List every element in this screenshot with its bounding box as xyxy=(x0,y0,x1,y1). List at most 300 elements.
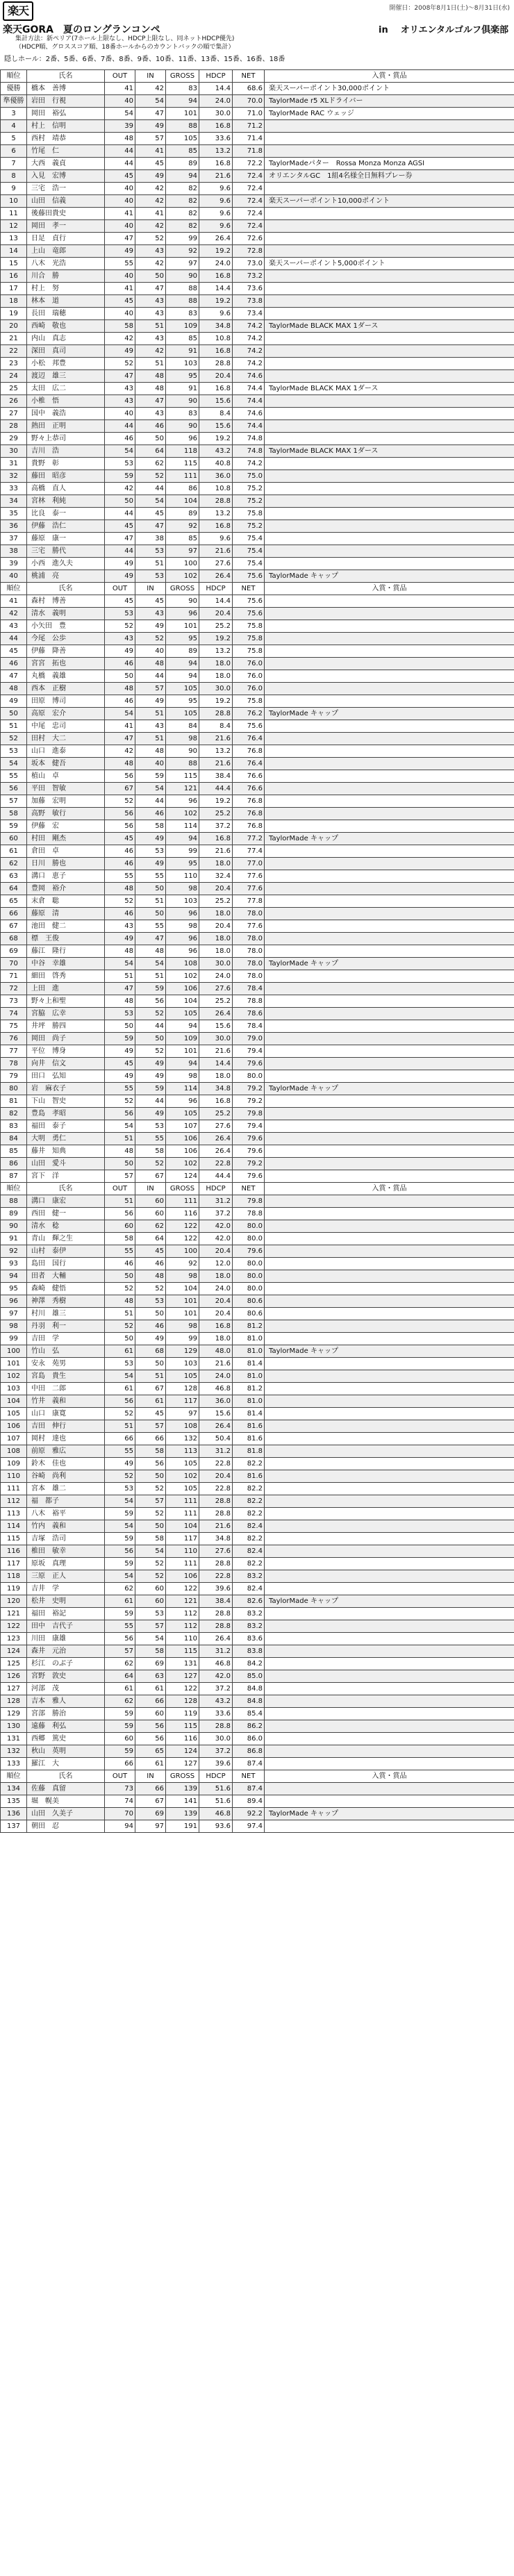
gross-score-cell: 100 xyxy=(166,1245,199,1258)
table-row xyxy=(1,1045,514,1058)
out-score-cell: 52 xyxy=(105,1283,135,1295)
net-score-cell: 77.6 xyxy=(233,920,265,933)
in-score-cell: 58 xyxy=(135,820,166,833)
out-score-cell: 50 xyxy=(105,1270,135,1283)
prize-cell xyxy=(265,1583,514,1595)
net-score-cell: 79.6 xyxy=(233,1058,265,1070)
rank-cell: 72 xyxy=(1,983,27,995)
player-name-cell: 福田 泰子 xyxy=(27,1120,105,1133)
gross-score-cell: 98 xyxy=(166,1320,199,1333)
gross-score-cell: 90 xyxy=(166,270,199,283)
section-header-cell: 入賞・賞品 xyxy=(265,1183,514,1195)
table-row xyxy=(1,483,514,495)
player-name-cell: 藤江 隆行 xyxy=(27,945,105,958)
out-score-cell: 49 xyxy=(105,1458,135,1470)
net-score-cell: 73.0 xyxy=(233,258,265,270)
prize-cell: TaylorMade キャップ xyxy=(265,833,514,845)
player-name-cell: 伊藤 宏 xyxy=(27,820,105,833)
table-section-header-row xyxy=(1,1770,514,1783)
in-score-cell: 50 xyxy=(135,1358,166,1370)
player-name-cell: 太田 広二 xyxy=(27,383,105,395)
out-score-cell: 56 xyxy=(105,1208,135,1220)
rank-cell: 26 xyxy=(1,395,27,408)
net-score-cell: 80.6 xyxy=(233,1308,265,1320)
net-score-cell: 84.8 xyxy=(233,1683,265,1695)
player-name-cell: 田口 弘知 xyxy=(27,1070,105,1083)
net-score-cell: 76.0 xyxy=(233,658,265,670)
table-row xyxy=(1,1645,514,1658)
net-score-cell: 71.4 xyxy=(233,133,265,145)
hdcp-value-cell: 25.2 xyxy=(199,620,233,633)
gross-score-cell: 117 xyxy=(166,1395,199,1408)
rank-cell: 51 xyxy=(1,720,27,733)
section-header-cell: IN xyxy=(135,1770,166,1783)
prize-cell xyxy=(265,1008,514,1020)
hdcp-value-cell: 38.4 xyxy=(199,770,233,783)
section-header-cell: OUT xyxy=(105,583,135,595)
net-score-cell: 81.6 xyxy=(233,1420,265,1433)
out-score-cell: 54 xyxy=(105,708,135,720)
hdcp-value-cell: 43.2 xyxy=(199,445,233,458)
hdcp-value-cell: 19.2 xyxy=(199,433,233,445)
rank-cell: 53 xyxy=(1,745,27,758)
rank-cell: 123 xyxy=(1,1633,27,1645)
in-score-cell: 43 xyxy=(135,245,166,258)
hdcp-value-cell: 46.8 xyxy=(199,1383,233,1395)
out-score-cell: 41 xyxy=(105,208,135,220)
gross-score-cell: 139 xyxy=(166,1808,199,1820)
gross-score-cell: 95 xyxy=(166,695,199,708)
player-name-cell: 上山 竜郎 xyxy=(27,245,105,258)
hdcp-value-cell: 10.8 xyxy=(199,333,233,345)
net-score-cell: 75.8 xyxy=(233,508,265,520)
rank-cell: 16 xyxy=(1,270,27,283)
hdcp-value-cell: 31.2 xyxy=(199,1445,233,1458)
prize-cell xyxy=(265,633,514,645)
table-row xyxy=(1,1470,514,1483)
net-score-cell: 81.0 xyxy=(233,1370,265,1383)
table-row xyxy=(1,933,514,945)
in-score-cell: 45 xyxy=(135,1408,166,1420)
hdcp-value-cell: 16.8 xyxy=(199,833,233,845)
table-section-header-row xyxy=(1,583,514,595)
in-score-cell: 57 xyxy=(135,1495,166,1508)
gross-score-cell: 106 xyxy=(166,983,199,995)
gross-score-cell: 122 xyxy=(166,1233,199,1245)
prize-cell xyxy=(265,370,514,383)
event-date: 開催日：2008年8月1日(土)〜8月31日(水) xyxy=(389,5,510,12)
in-score-cell: 49 xyxy=(135,1058,166,1070)
prize-cell xyxy=(265,1108,514,1120)
player-name-cell: 西本 正樹 xyxy=(27,683,105,695)
net-score-cell: 74.8 xyxy=(233,445,265,458)
gross-score-cell: 117 xyxy=(166,1533,199,1545)
gross-score-cell: 96 xyxy=(166,795,199,808)
prize-cell xyxy=(265,1495,514,1508)
hdcp-value-cell: 21.6 xyxy=(199,170,233,183)
rank-cell: 109 xyxy=(1,1458,27,1470)
net-score-cell: 81.2 xyxy=(233,1320,265,1333)
net-score-cell: 87.4 xyxy=(233,1783,265,1795)
prize-cell xyxy=(265,895,514,908)
hdcp-value-cell: 30.0 xyxy=(199,108,233,120)
player-name-cell: 高橋 直人 xyxy=(27,483,105,495)
out-score-cell: 73 xyxy=(105,1783,135,1795)
prize-cell xyxy=(265,795,514,808)
out-score-cell: 66 xyxy=(105,1758,135,1770)
hdcp-value-cell: 30.0 xyxy=(199,1733,233,1745)
prize-cell xyxy=(265,1470,514,1483)
player-name-cell: 比良 泰一 xyxy=(27,508,105,520)
table-row xyxy=(1,708,514,720)
gross-score-cell: 101 xyxy=(166,1045,199,1058)
player-name-cell: 今尾 公歩 xyxy=(27,633,105,645)
col-out: OUT xyxy=(105,70,135,83)
rank-cell: 82 xyxy=(1,1108,27,1120)
player-name-cell: 中尾 忠司 xyxy=(27,720,105,733)
prize-cell xyxy=(265,470,514,483)
in-score-cell: 44 xyxy=(135,670,166,683)
table-row xyxy=(1,945,514,958)
prize-cell xyxy=(265,1645,514,1658)
rank-cell: 32 xyxy=(1,470,27,483)
net-score-cell: 72.8 xyxy=(233,245,265,258)
in-score-cell: 48 xyxy=(135,745,166,758)
net-score-cell: 79.8 xyxy=(233,1195,265,1208)
gross-score-cell: 99 xyxy=(166,233,199,245)
rank-cell: 91 xyxy=(1,1233,27,1245)
net-score-cell: 71.8 xyxy=(233,145,265,158)
player-name-cell: 田原 博司 xyxy=(27,695,105,708)
section-header-cell: 入賞・賞品 xyxy=(265,583,514,595)
prize-cell xyxy=(265,1520,514,1533)
out-score-cell: 53 xyxy=(105,1358,135,1370)
player-name-cell: 宮部 勝治 xyxy=(27,1708,105,1720)
out-score-cell: 46 xyxy=(105,658,135,670)
rank-cell: 24 xyxy=(1,370,27,383)
table-row xyxy=(1,1145,514,1158)
in-score-cell: 50 xyxy=(135,433,166,445)
player-name-cell: 竹内 義和 xyxy=(27,1520,105,1533)
out-score-cell: 47 xyxy=(105,533,135,545)
gross-score-cell: 102 xyxy=(166,1470,199,1483)
out-score-cell: 54 xyxy=(105,1520,135,1533)
gross-score-cell: 104 xyxy=(166,1283,199,1295)
table-row xyxy=(1,1383,514,1395)
table-row xyxy=(1,620,514,633)
gross-score-cell: 116 xyxy=(166,1733,199,1745)
hdcp-value-cell: 18.0 xyxy=(199,858,233,870)
player-name-cell: 竹山 弘 xyxy=(27,1345,105,1358)
rank-cell: 74 xyxy=(1,1008,27,1020)
player-name-cell: 原坂 真理 xyxy=(27,1558,105,1570)
out-score-cell: 43 xyxy=(105,920,135,933)
out-score-cell: 57 xyxy=(105,1170,135,1183)
in-score-cell: 67 xyxy=(135,1170,166,1183)
gross-score-cell: 82 xyxy=(166,183,199,195)
gross-score-cell: 115 xyxy=(166,770,199,783)
prize-cell xyxy=(265,645,514,658)
rank-cell: 29 xyxy=(1,433,27,445)
player-name-cell: 青山 輝之生 xyxy=(27,1233,105,1245)
rank-cell: 119 xyxy=(1,1583,27,1595)
out-score-cell: 50 xyxy=(105,1020,135,1033)
hdcp-value-cell: 21.6 xyxy=(199,845,233,858)
out-score-cell: 64 xyxy=(105,1670,135,1683)
net-score-cell: 72.6 xyxy=(233,233,265,245)
out-score-cell: 42 xyxy=(105,333,135,345)
out-score-cell: 59 xyxy=(105,470,135,483)
prize-cell xyxy=(265,783,514,795)
gross-score-cell: 110 xyxy=(166,870,199,883)
hdcp-value-cell: 15.6 xyxy=(199,420,233,433)
gross-score-cell: 83 xyxy=(166,408,199,420)
table-row xyxy=(1,1745,514,1758)
player-name-cell: 吉田 学 xyxy=(27,1333,105,1345)
out-score-cell: 40 xyxy=(105,220,135,233)
table-row xyxy=(1,995,514,1008)
hdcp-value-cell: 19.2 xyxy=(199,795,233,808)
out-score-cell: 60 xyxy=(105,1733,135,1745)
rank-cell: 5 xyxy=(1,133,27,145)
player-name-cell: 内山 真志 xyxy=(27,333,105,345)
rank-cell: 77 xyxy=(1,1045,27,1058)
table-row xyxy=(1,545,514,558)
prize-cell xyxy=(265,1033,514,1045)
in-score-cell: 62 xyxy=(135,1220,166,1233)
prize-cell xyxy=(265,483,514,495)
table-row xyxy=(1,1033,514,1045)
rank-cell: 70 xyxy=(1,958,27,970)
rank-cell: 58 xyxy=(1,808,27,820)
in-score-cell: 48 xyxy=(135,945,166,958)
net-score-cell: 77.2 xyxy=(233,833,265,845)
in-score-cell: 44 xyxy=(135,1020,166,1033)
gross-score-cell: 106 xyxy=(166,1133,199,1145)
in-score-cell: 41 xyxy=(135,208,166,220)
hdcp-value-cell: 8.4 xyxy=(199,720,233,733)
table-row xyxy=(1,120,514,133)
prize-cell xyxy=(265,1533,514,1545)
table-row xyxy=(1,633,514,645)
rank-cell: 88 xyxy=(1,1195,27,1208)
table-row xyxy=(1,795,514,808)
in-score-cell: 52 xyxy=(135,470,166,483)
net-score-cell: 82.4 xyxy=(233,1545,265,1558)
section-header-cell: HDCP xyxy=(199,583,233,595)
hdcp-value-cell: 28.8 xyxy=(199,1720,233,1733)
player-name-cell: 小松 邦豊 xyxy=(27,358,105,370)
player-name-cell: 溝口 康宏 xyxy=(27,1195,105,1208)
in-score-cell: 55 xyxy=(135,870,166,883)
table-row xyxy=(1,1683,514,1695)
player-name-cell: 吉塚 浩司 xyxy=(27,1533,105,1545)
gross-score-cell: 115 xyxy=(166,1645,199,1658)
gross-score-cell: 94 xyxy=(166,1058,199,1070)
gross-score-cell: 94 xyxy=(166,833,199,845)
net-score-cell: 74.2 xyxy=(233,345,265,358)
rank-cell: 135 xyxy=(1,1795,27,1808)
table-row xyxy=(1,1308,514,1320)
out-score-cell: 46 xyxy=(105,1258,135,1270)
rank-cell: 31 xyxy=(1,458,27,470)
table-row xyxy=(1,158,514,170)
prize-cell xyxy=(265,1070,514,1083)
in-score-cell: 43 xyxy=(135,608,166,620)
prize-cell: オリエンタルGC 1組4名様全日無料プレー券 xyxy=(265,170,514,183)
rank-cell: 103 xyxy=(1,1383,27,1395)
out-score-cell: 54 xyxy=(105,1120,135,1133)
rank-cell: 44 xyxy=(1,633,27,645)
out-score-cell: 39 xyxy=(105,120,135,133)
gross-score-cell: 97 xyxy=(166,545,199,558)
out-score-cell: 49 xyxy=(105,933,135,945)
player-name-cell: 谷崎 尚利 xyxy=(27,1470,105,1483)
in-score-cell: 60 xyxy=(135,1195,166,1208)
prize-cell xyxy=(265,608,514,620)
hdcp-value-cell: 27.6 xyxy=(199,1120,233,1133)
in-score-cell: 46 xyxy=(135,808,166,820)
in-score-cell: 58 xyxy=(135,1445,166,1458)
player-name-cell: 伊藤 浩仁 xyxy=(27,520,105,533)
gross-score-cell: 106 xyxy=(166,1145,199,1158)
out-score-cell: 60 xyxy=(105,1220,135,1233)
net-score-cell: 68.6 xyxy=(233,83,265,95)
rank-cell: 36 xyxy=(1,520,27,533)
out-score-cell: 55 xyxy=(105,870,135,883)
table-row xyxy=(1,470,514,483)
player-name-cell: 山口 康寛 xyxy=(27,1408,105,1420)
net-score-cell: 76.6 xyxy=(233,770,265,783)
player-name-cell: 田者 大輔 xyxy=(27,1270,105,1283)
player-name-cell: 村上 信明 xyxy=(27,120,105,133)
prize-cell xyxy=(265,1508,514,1520)
hdcp-value-cell: 8.4 xyxy=(199,408,233,420)
prize-cell: TaylorMade キャップ xyxy=(265,1083,514,1095)
net-score-cell: 77.8 xyxy=(233,895,265,908)
scoring-notes xyxy=(15,35,235,51)
player-name-cell: 羅江 大 xyxy=(27,1758,105,1770)
hdcp-value-cell: 28.8 xyxy=(199,358,233,370)
player-name-cell: 平位 博身 xyxy=(27,1045,105,1058)
player-name-cell: 河部 茂 xyxy=(27,1683,105,1695)
prize-cell xyxy=(265,270,514,283)
rank-cell: 127 xyxy=(1,1683,27,1695)
table-row xyxy=(1,895,514,908)
out-score-cell: 62 xyxy=(105,1695,135,1708)
prize-cell xyxy=(265,1133,514,1145)
player-name-cell: 日足 貞行 xyxy=(27,233,105,245)
prize-cell xyxy=(265,658,514,670)
gross-score-cell: 94 xyxy=(166,658,199,670)
net-score-cell: 82.4 xyxy=(233,1583,265,1595)
scoring-note: 集計方法：新ペリア(7ホール上限なし、HDCP上限なし、同ネットHDCP優先) xyxy=(15,35,235,42)
prize-cell xyxy=(265,1195,514,1208)
hdcp-value-cell: 32.4 xyxy=(199,870,233,883)
table-section-header-row xyxy=(1,1183,514,1195)
gross-score-cell: 85 xyxy=(166,533,199,545)
gross-score-cell: 98 xyxy=(166,733,199,745)
hdcp-value-cell: 30.0 xyxy=(199,958,233,970)
in-score-cell: 51 xyxy=(135,708,166,720)
hdcp-value-cell: 31.2 xyxy=(199,1645,233,1658)
player-name-cell: 宮下 洋 xyxy=(27,1170,105,1183)
rank-cell: 63 xyxy=(1,870,27,883)
hdcp-value-cell: 22.8 xyxy=(199,1570,233,1583)
net-score-cell: 82.6 xyxy=(233,1595,265,1608)
rank-cell: 114 xyxy=(1,1520,27,1533)
gross-score-cell: 89 xyxy=(166,158,199,170)
prize-cell xyxy=(265,1708,514,1720)
in-score-cell: 52 xyxy=(135,1008,166,1020)
prize-cell xyxy=(265,183,514,195)
player-name-cell: 福 都子 xyxy=(27,1495,105,1508)
rank-cell: 47 xyxy=(1,670,27,683)
prize-cell xyxy=(265,1045,514,1058)
in-score-cell: 62 xyxy=(135,458,166,470)
gross-score-cell: 106 xyxy=(166,1570,199,1583)
player-name-cell: 岡田 尚子 xyxy=(27,1033,105,1045)
rank-cell: 104 xyxy=(1,1395,27,1408)
gross-score-cell: 124 xyxy=(166,1745,199,1758)
prize-cell xyxy=(265,1620,514,1633)
hdcp-value-cell: 12.0 xyxy=(199,1258,233,1270)
table-row xyxy=(1,1595,514,1608)
net-score-cell: 76.8 xyxy=(233,745,265,758)
net-score-cell: 74.2 xyxy=(233,333,265,345)
in-score-cell: 50 xyxy=(135,1470,166,1483)
player-name-cell: 入見 宏博 xyxy=(27,170,105,183)
in-score-cell: 43 xyxy=(135,720,166,733)
player-name-cell: 中田 二郎 xyxy=(27,1383,105,1395)
gross-score-cell: 94 xyxy=(166,1020,199,1033)
net-score-cell: 76.8 xyxy=(233,795,265,808)
hdcp-value-cell: 26.4 xyxy=(199,1008,233,1020)
table-row xyxy=(1,1783,514,1795)
in-score-cell: 40 xyxy=(135,645,166,658)
gross-score-cell: 110 xyxy=(166,1633,199,1645)
prize-cell xyxy=(265,1458,514,1470)
player-name-cell: 吉井 学 xyxy=(27,1583,105,1595)
rank-cell: 113 xyxy=(1,1508,27,1520)
out-score-cell: 48 xyxy=(105,758,135,770)
out-score-cell: 45 xyxy=(105,833,135,845)
player-name-cell: 野々上恭司 xyxy=(27,433,105,445)
hdcp-value-cell: 10.8 xyxy=(199,483,233,495)
gross-score-cell: 104 xyxy=(166,995,199,1008)
rank-cell: 27 xyxy=(1,408,27,420)
player-name-cell: 岡田 裕弘 xyxy=(27,108,105,120)
out-score-cell: 55 xyxy=(105,1620,135,1633)
player-name-cell: 上田 進 xyxy=(27,983,105,995)
gross-score-cell: 139 xyxy=(166,1783,199,1795)
prize-cell xyxy=(265,1295,514,1308)
hdcp-value-cell: 40.8 xyxy=(199,458,233,470)
table-row xyxy=(1,1695,514,1708)
in-score-cell: 61 xyxy=(135,1758,166,1770)
prize-cell xyxy=(265,1420,514,1433)
rank-cell: 98 xyxy=(1,1320,27,1333)
table-row xyxy=(1,1508,514,1520)
in-score-cell: 66 xyxy=(135,1433,166,1445)
out-score-cell: 53 xyxy=(105,1483,135,1495)
hdcp-value-cell: 28.8 xyxy=(199,1620,233,1633)
gross-score-cell: 111 xyxy=(166,1558,199,1570)
gross-score-cell: 99 xyxy=(166,845,199,858)
prize-cell xyxy=(265,433,514,445)
in-score-cell: 52 xyxy=(135,1158,166,1170)
results-table xyxy=(0,69,514,1833)
